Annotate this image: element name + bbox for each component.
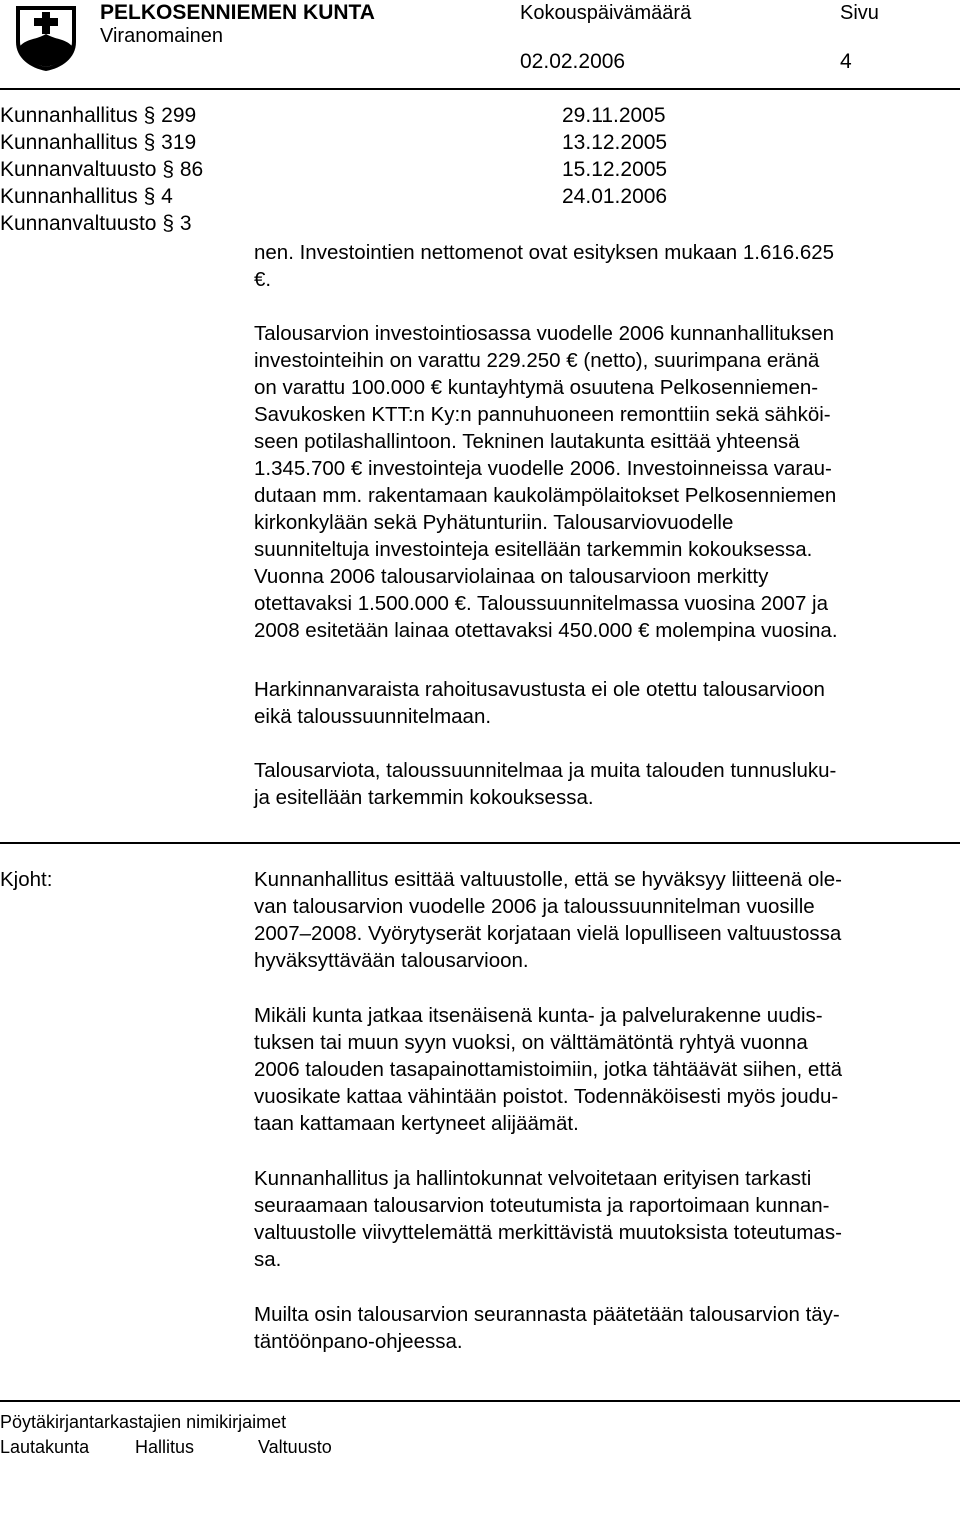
history-date: 24.01.2006 xyxy=(562,185,668,208)
paragraph-net-investment: nen. Investointien nettomenot ovat esityksen mukaan 1.616.625 €. xyxy=(254,241,835,291)
footer-divider xyxy=(0,1400,960,1402)
body-name: Viranomainen xyxy=(100,25,224,47)
proposal-paragraph: Mikäli kunta jatkaa itsenäisenä kunta- ja palvelurakenne uudis- tuksen tai muun syyn vuoksi, on välttämätöntä ryhtyä vuonna 2006 talouden tasapainottamistoimiin, jotka tähtäävät siihen, että vuosikate kattaa vähintään poistot. Todennäköisesti myös joudu- taan kattamaan kertyneet alijäämät. xyxy=(254,1004,843,1135)
footer-column-board: Lautakunta xyxy=(0,1437,90,1457)
history-section: 4 xyxy=(161,185,173,208)
history-section: 3 xyxy=(179,212,192,235)
footer-column-council: Valtuusto xyxy=(258,1437,332,1457)
meeting-date-label: Kokouspäivämäärä xyxy=(520,2,692,24)
history-body: Kunnanhallitus xyxy=(0,131,138,154)
section-sign: § xyxy=(143,131,156,154)
proposal-paragraph: Muilta osin talousarvion seurannasta päätetään talousarvion täy- täntöönpano-ohjeessa. xyxy=(254,1303,840,1353)
footer-title: Pöytäkirjantarkastajien nimikirjaimet xyxy=(0,1412,287,1432)
paragraph-investment-budget: Talousarvion investointiosassa vuodelle 2006 kunnanhallituksen investointeihin on varattu 229.250 € (netto), suurimpana eränä on varattu 100.000 € kuntayhtymä osuutena Pelkosenniemen- Savukosken KTT:n Ky:n pannuhuoneen remonttiin sekä sähköi- seen potilashallintoon. Tekninen lautakunta esittää yhteensä 1.345.700 € investointeja vuodelle 2006. Investoinneissa varau- dutaan mm. rakentamaan kaukolämpölaitokset Pelkosenniemen kirkonkylään sekä Pyhätunturiin. Talousarviovuodelle suunniteltuja investointeja esitellään tarkemmin kokouksessa. Vuonna 2006 talousarviolainaa on talousarvioon merkitty otettavaksi 1.500.000 €. Taloussuunnitelmassa vuosina 2007 ja 2008 esitetään lainaa otettavaksi 450.000 € molempina vuosina. xyxy=(254,322,838,642)
header-divider xyxy=(0,88,960,90)
section-sign: § xyxy=(162,212,174,235)
proposal-label: Kjoht: xyxy=(0,868,53,891)
section-divider xyxy=(0,842,960,844)
history-body: Kunnanvaltuusto xyxy=(0,158,157,181)
page-number: 4 xyxy=(840,50,852,73)
section-sign: § xyxy=(143,104,156,127)
history-date: 15.12.2005 xyxy=(562,158,668,181)
history-date: 29.11.2005 xyxy=(562,104,666,127)
section-sign: § xyxy=(162,158,174,181)
history-section: 299 xyxy=(161,104,197,127)
history-section: 86 xyxy=(179,158,204,181)
paragraph-key-figures: Talousarviota, taloussuunnitelmaa ja muita talouden tunnusluku- ja esitellään tarkemmin kokouksessa. xyxy=(254,759,837,809)
history-date: 13.12.2005 xyxy=(562,131,668,154)
history-body: Kunnanvaltuusto xyxy=(0,212,157,235)
page-label: Sivu xyxy=(840,2,879,24)
coat-of-arms-logo xyxy=(14,4,78,72)
meeting-date: 02.02.2006 xyxy=(520,50,626,73)
proposal-paragraph: Kunnanhallitus esittää valtuustolle, että se hyväksyy liitteenä ole- van talousarvion vuodelle 2006 ja taloussuunnitelman vuosille 2007–2008. Vyörytyserät korjataan vielä lopulliseen valtuustossa hyväksyttävään talousarvioon. xyxy=(254,868,843,972)
history-body: Kunnanhallitus xyxy=(0,104,138,127)
footer-column-government: Hallitus xyxy=(135,1437,195,1457)
history-section: 319 xyxy=(161,131,197,154)
paragraph-financing-aid: Harkinnanvaraista rahoitusavustusta ei ole otettu talousarvioon eikä taloussuunnitelmaan. xyxy=(254,678,825,728)
proposal-paragraph: Kunnanhallitus ja hallintokunnat velvoitetaan erityisen tarkasti seuraamaan talousarvion toteutumista ja raportoimaan kunnan- valtuustolle viivyttelemättä merkittävistä muutoksista toteutumas- sa. xyxy=(254,1167,842,1271)
section-sign: § xyxy=(143,185,156,208)
organization-name: PELKOSENNIEMEN KUNTA xyxy=(100,1,375,24)
history-body: Kunnanhallitus xyxy=(0,185,138,208)
